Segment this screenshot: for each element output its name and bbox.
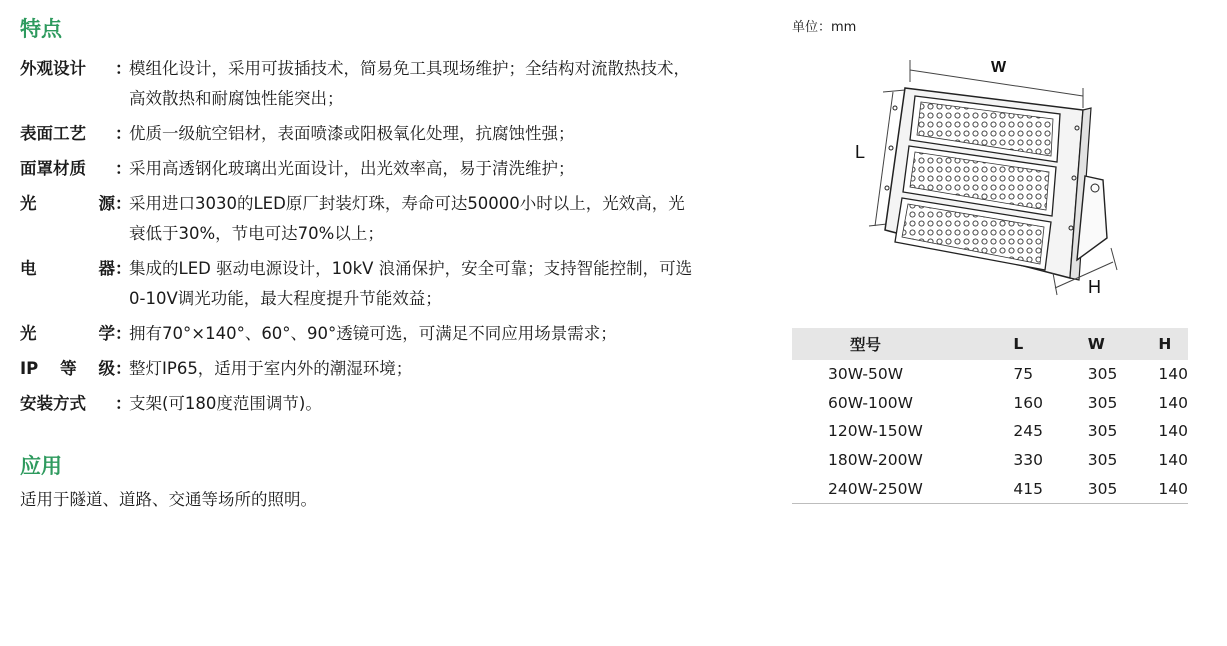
application-text: 适用于隧道、道路、交通等场所的照明。 (20, 490, 317, 509)
feature-item (20, 119, 720, 149)
feature-item (20, 254, 720, 314)
cell-l: 330 (1013, 451, 1043, 470)
cell-h: 140 (1158, 474, 1188, 503)
cell-model: 180W-200W (828, 451, 923, 470)
cell-l: 415 (1013, 474, 1087, 503)
feature-item (20, 389, 720, 419)
features-list (20, 54, 720, 419)
spec-header-row (792, 328, 1188, 360)
cell-h: 140 (1158, 422, 1188, 441)
feature-text: 整灯IP65，适用于室内外的潮湿环境； (129, 359, 413, 378)
feature-label: 光 源 (20, 194, 115, 213)
feature-item (20, 154, 720, 184)
feature-text: 采用进口3030的LED原厂封装灯珠，寿命可达50000小时以上，光效高，光衰低于30%，节电可达70%以上； (129, 194, 685, 243)
unit-label: 单位：mm (792, 20, 857, 35)
cell-l: 75 (1013, 365, 1034, 384)
application-title: 应用 (20, 454, 62, 478)
feature-colon: ： (115, 59, 132, 78)
cell-h: 140 (1158, 393, 1188, 412)
cell-l: 245 (1013, 422, 1043, 441)
header-l: L (1013, 335, 1024, 353)
feature-label: 外观设计 (20, 59, 86, 78)
cell-l: 160 (1013, 393, 1043, 412)
header-w: W (1087, 335, 1105, 353)
cell-w: 305 (1087, 451, 1118, 470)
feature-text: 优质一级航空铝材，表面喷漆或阳极氧化处理，抗腐蚀性强； (129, 124, 575, 143)
feature-colon: ： (115, 194, 132, 213)
features-title: 特点 (20, 17, 62, 41)
feature-text: 集成的LED 驱动电源设计，10kV 浪涌保护，安全可靠；支持智能控制，可选0-10V调光功能，最大程度提升节能效益； (129, 259, 693, 308)
header-model: 型号 (850, 336, 882, 354)
l-label: L (855, 142, 866, 162)
feature-label: 安装方式 (20, 394, 86, 413)
cell-w: 305 (1087, 393, 1118, 412)
cell-model: 60W-100W (828, 393, 913, 412)
feature-colon: ： (115, 259, 132, 278)
feature-label: 表面工艺 (20, 124, 86, 143)
feature-item (20, 54, 720, 114)
cell-h: 140 (1158, 451, 1188, 470)
feature-label: 电 器 (20, 259, 115, 278)
table-row (792, 446, 1188, 475)
table-row (792, 417, 1188, 446)
cell-model: 120W-150W (828, 422, 923, 441)
product-dimension-diagram (845, 48, 1135, 306)
feature-text: 采用高透钢化玻璃出光面设计，出光效率高，易于清洗维护； (129, 159, 575, 178)
feature-text: 模组化设计，采用可拔插技术，简易免工具现场维护；全结构对流散热技术，高效散热和耐腐蚀性能突出； (129, 59, 690, 108)
table-row (792, 389, 1188, 418)
feature-colon: ： (115, 124, 132, 143)
feature-colon: ： (115, 159, 132, 178)
cell-w: 305 (1087, 365, 1118, 384)
feature-text: 拥有70°×140°、60°、90°透镜可选，可满足不同应用场景需求； (129, 324, 617, 343)
cell-w: 305 (1088, 474, 1159, 503)
feature-item (20, 354, 720, 384)
table-row (792, 474, 1188, 503)
h-label: H (1088, 277, 1101, 297)
feature-text: 支架(可180度范围调节)。 (129, 394, 322, 413)
feature-label: IP 等 级 (20, 359, 115, 378)
w-label: W (991, 59, 1007, 76)
table-row (792, 360, 1188, 389)
feature-label: 光 学 (20, 324, 115, 343)
feature-item (20, 189, 720, 249)
feature-colon: ： (115, 324, 132, 343)
cell-model: 30W-50W (828, 365, 904, 384)
feature-label: 面罩材质 (20, 159, 86, 178)
content-left (20, 14, 720, 515)
cell-w: 305 (1087, 422, 1118, 441)
lamp-body (885, 88, 1091, 280)
spec-table (792, 328, 1188, 504)
header-h: H (1158, 335, 1172, 353)
cell-h: 140 (1158, 365, 1188, 384)
feature-colon: ： (115, 359, 132, 378)
feature-colon: ： (115, 394, 132, 413)
cell-model: 240W-250W (792, 474, 1013, 503)
feature-item (20, 319, 720, 349)
